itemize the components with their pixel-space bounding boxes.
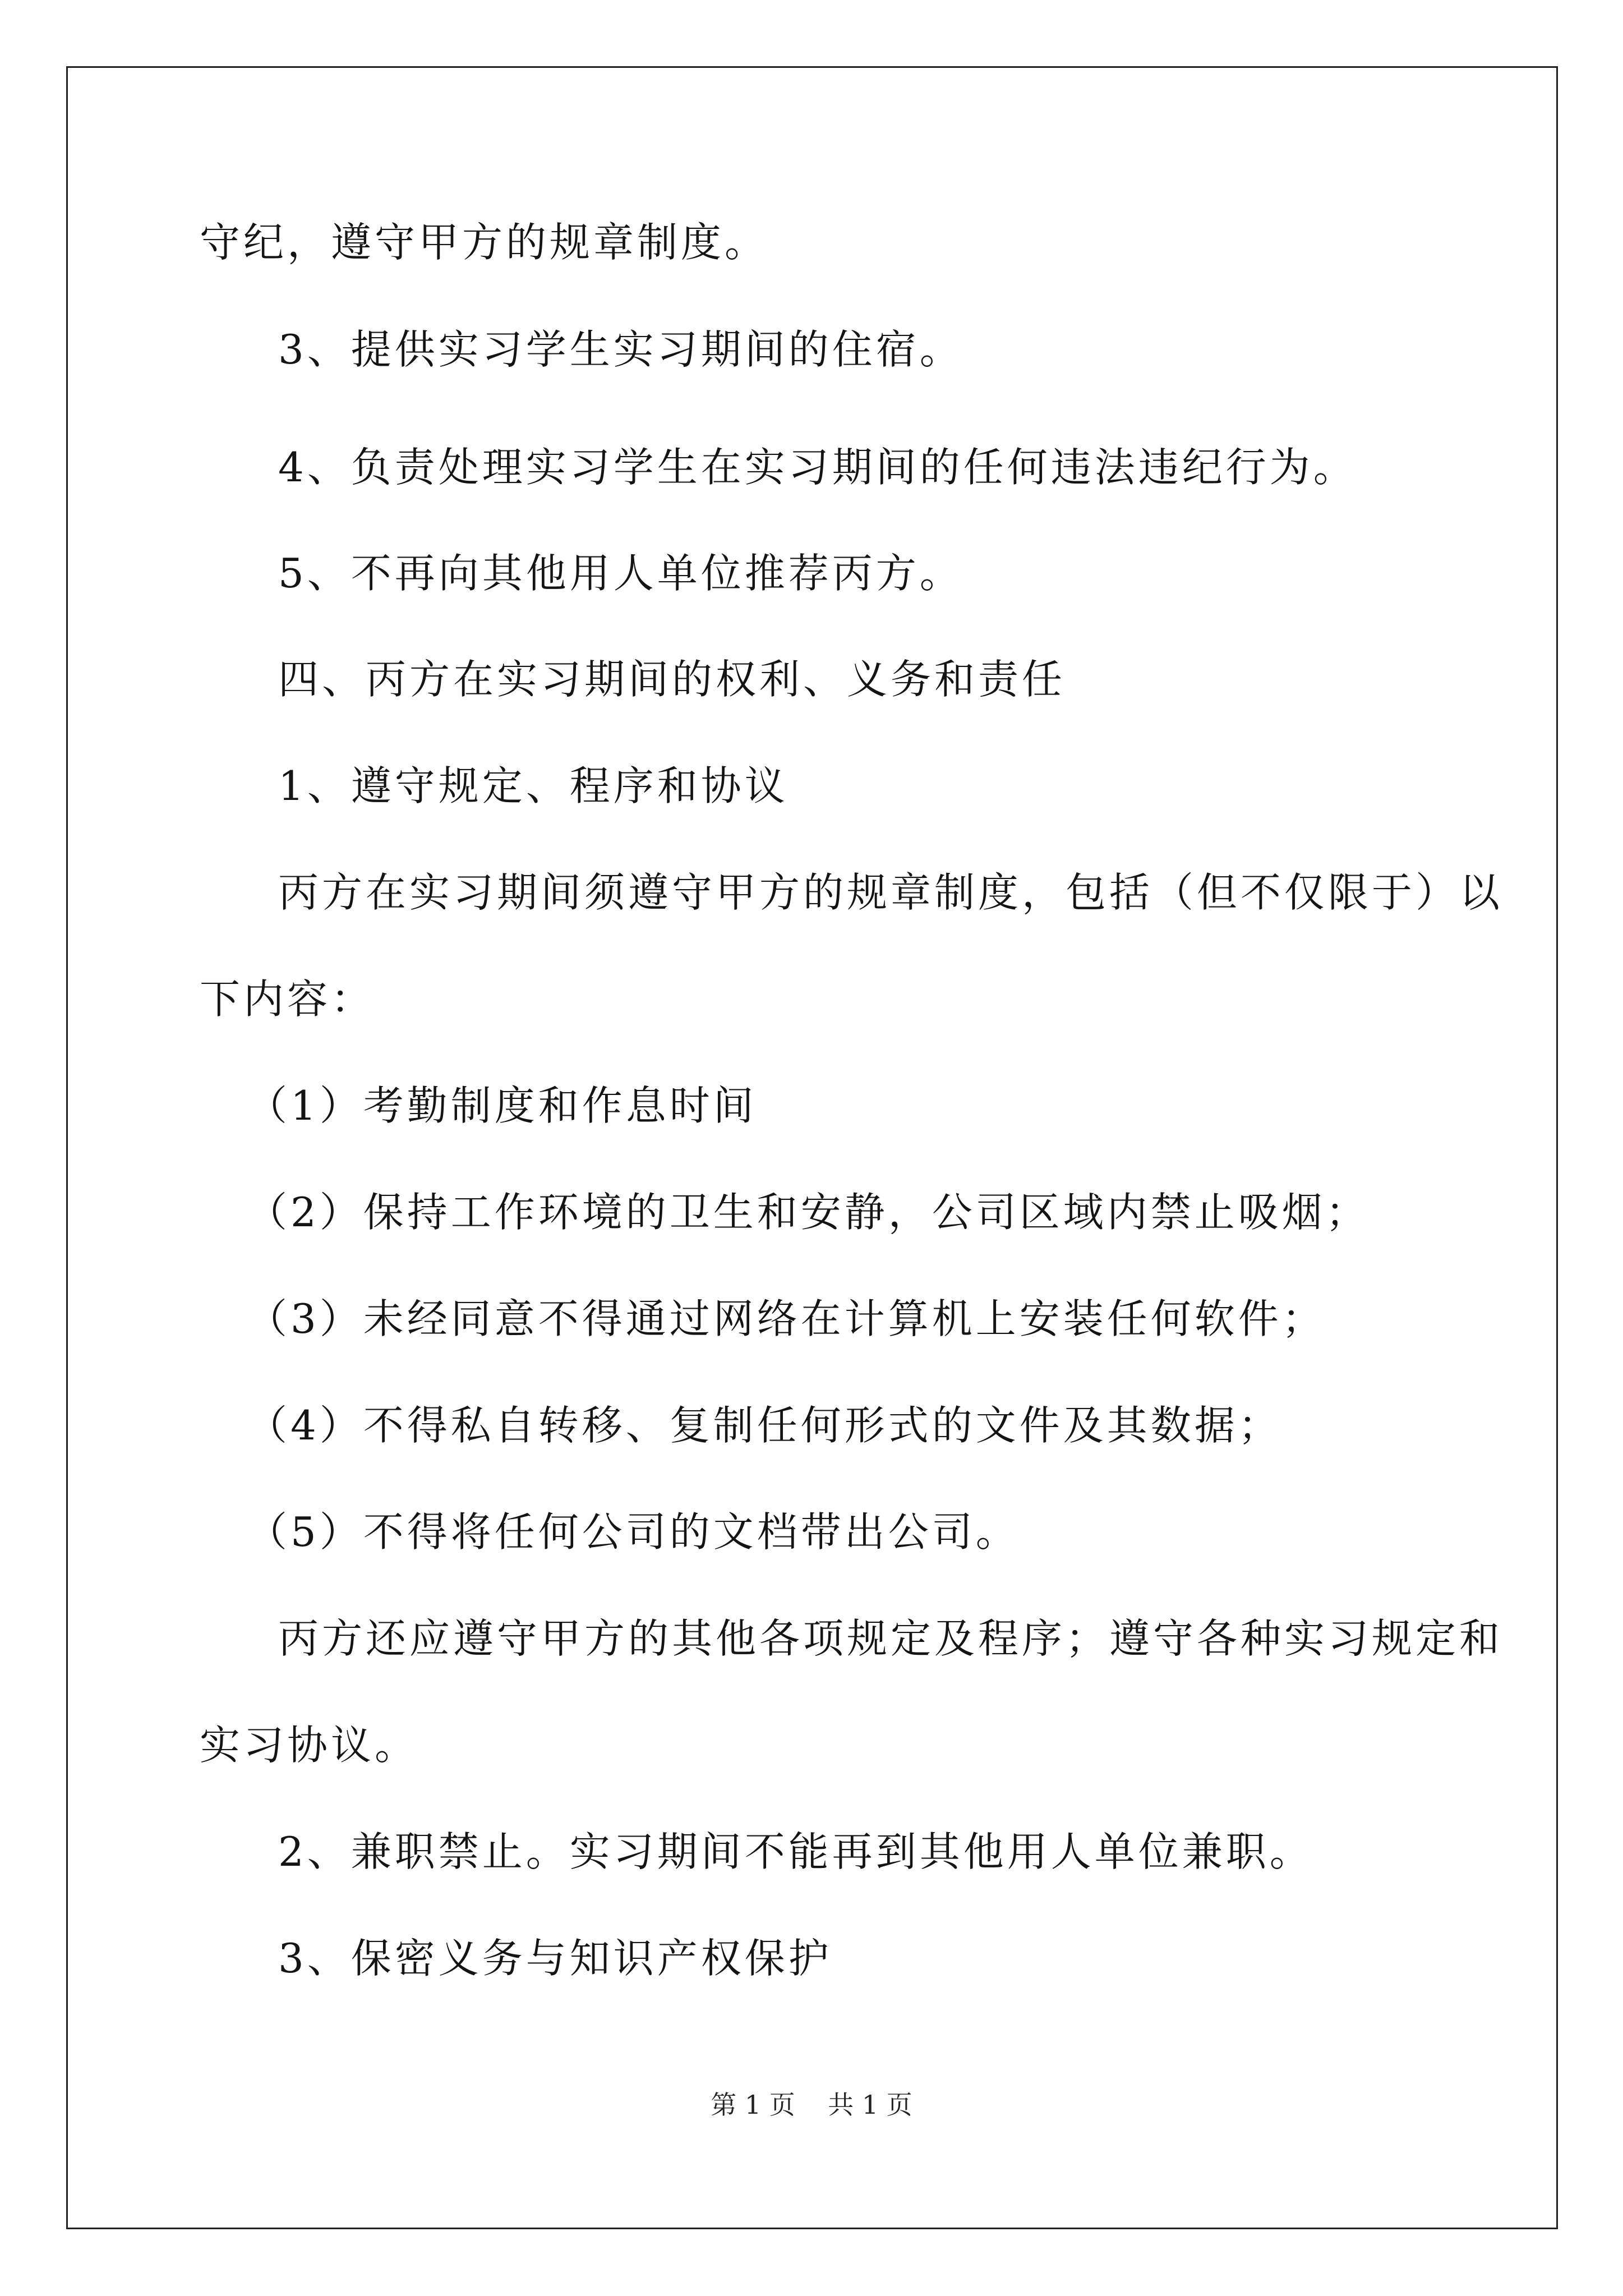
text-line: 实习协议。 bbox=[200, 1722, 419, 1769]
page-border bbox=[66, 66, 1558, 2229]
page-number-footer: 第 1 页 共 1 页 bbox=[711, 2090, 912, 2120]
text-line: 5、不再向其他用人单位推荐丙方。 bbox=[278, 550, 963, 597]
subsection-heading: 1、遵守规定、程序和协议 bbox=[278, 762, 789, 809]
text-line: 下内容： bbox=[200, 976, 375, 1023]
text-line: 丙方在实习期间须遵守甲方的规章制度，包括（但不仅限于）以 bbox=[278, 869, 1504, 916]
section-heading: 四、丙方在实习期间的权利、义务和责任 bbox=[278, 656, 1066, 703]
list-item: （2）保持工作环境的卫生和安静，公司区域内禁止吸烟； bbox=[247, 1189, 1370, 1236]
text-line: 2、兼职禁止。实习期间不能再到其他用人单位兼职。 bbox=[278, 1828, 1313, 1875]
list-item: （4）不得私自转移、复制任何形式的文件及其数据； bbox=[247, 1402, 1282, 1449]
list-item: （5）不得将任何公司的文档带出公司。 bbox=[247, 1508, 1020, 1556]
text-line: 3、提供实习学生实习期间的住宿。 bbox=[278, 326, 963, 373]
text-line: 4、负责处理实习学生在实习期间的任何违法违纪行为。 bbox=[278, 444, 1357, 491]
subsection-heading: 3、保密义务与知识产权保护 bbox=[278, 1935, 832, 1982]
text-line: 丙方还应遵守甲方的其他各项规定及程序；遵守各种实习规定和 bbox=[278, 1615, 1504, 1662]
list-item: （3）未经同意不得通过网络在计算机上安装任何软件； bbox=[247, 1295, 1326, 1342]
text-line: 守纪，遵守甲方的规章制度。 bbox=[200, 219, 769, 266]
list-item: （1）考勤制度和作息时间 bbox=[247, 1082, 757, 1129]
